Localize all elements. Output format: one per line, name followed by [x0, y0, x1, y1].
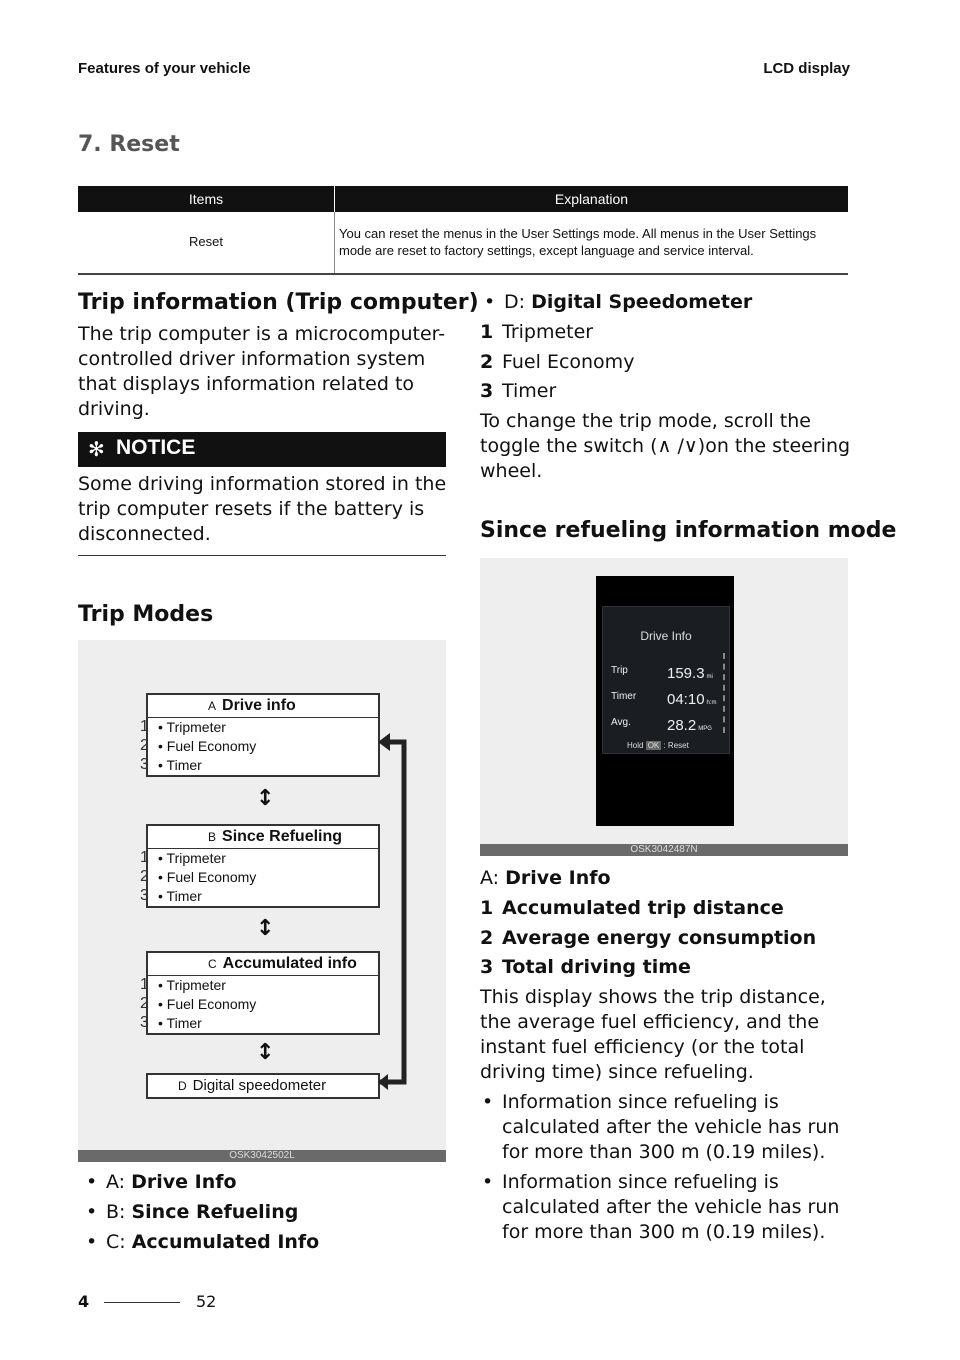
fig-num: 2 [140, 737, 149, 754]
footer-rule [104, 1302, 180, 1303]
mode-letter: A [208, 699, 217, 713]
fig-num: 3 [140, 756, 149, 773]
since-refueling-title: Since refueling information mode [480, 518, 897, 543]
item-number: 2 [480, 351, 494, 373]
updown-arrow-icon: ↕ [256, 916, 275, 941]
bullet-key: D: [504, 291, 526, 313]
mode-box-b: B Since Refueling • Tripmeter • Fuel Economy • Timer [146, 824, 380, 908]
loop-arrow-icon [378, 730, 414, 1090]
lcd-value: 28.2 [667, 717, 697, 734]
item-text: Tripmeter [502, 321, 594, 343]
label-key: A: [480, 867, 500, 889]
mode-bullet-b: • B: Since Refueling [86, 1201, 299, 1223]
drive-info-label [480, 866, 611, 891]
lcd-title: Drive Info [640, 629, 692, 643]
numbered-item [480, 926, 816, 951]
fig-num: 2 [140, 995, 149, 1012]
section-title: 7. Reset [78, 132, 180, 157]
lcd-hold-reset [627, 741, 689, 750]
fig-num: 2 [140, 868, 149, 885]
item-text: Average energy consumption [502, 927, 817, 949]
lcd-figure [480, 558, 848, 856]
mode-item: Fuel Economy [166, 996, 257, 1012]
lcd-unit: mi [706, 674, 713, 680]
lcd-row-avg [611, 717, 712, 734]
updown-arrow-icon: ↕ [256, 786, 275, 811]
lcd-label: Timer [611, 691, 637, 702]
col-items: Items [78, 186, 335, 212]
row-item: Reset [78, 212, 335, 274]
col-explanation: Explanation [335, 186, 849, 212]
fig-num: 3 [140, 887, 149, 904]
lcd-label: Trip [611, 665, 628, 676]
mode-name: Digital speedometer [192, 1077, 327, 1094]
refuel-bullet: • Information since refueling is calculated after the vehicle has run for more than 300 m (0.19 miles). [480, 1170, 852, 1245]
lcd-hold-post: : Reset [663, 741, 689, 750]
bullet-value: Since Refueling [131, 1201, 299, 1223]
mode-item: Tripmeter [166, 977, 226, 993]
numbered-item [480, 955, 691, 980]
item-number: 3 [480, 956, 494, 978]
trip-info-body: The trip computer is a microcomputer-controlled driver information system that displays information related to driving. [78, 323, 446, 420]
item-number: 1 [480, 897, 494, 919]
lcd-row-timer [611, 691, 717, 708]
lcd-value: 04:10 [667, 691, 705, 708]
row-explanation: You can reset the menus in the User Settings mode. All menus in the User Settings mode are reset to factory settings, except language and service interval. [335, 212, 849, 274]
lcd-panel [602, 606, 730, 754]
fig-num: 3 [140, 1014, 149, 1031]
mode-box-a: A Drive info • Tripmeter • Fuel Economy • Timer [146, 693, 380, 777]
fig-num: 1 [140, 718, 149, 735]
mode-name: Accumulated info [222, 955, 357, 972]
footer-chapter: 4 [78, 1292, 90, 1311]
bullet-key: B: [106, 1201, 126, 1223]
change-mode-text: To change the trip mode, scroll the toggle the switch (∧ /∨)on the steering wheel. [480, 410, 851, 482]
lcd-gauge-icon [723, 653, 727, 733]
lcd-row-trip [611, 665, 713, 682]
notice-divider [78, 555, 446, 556]
reset-table [78, 186, 848, 275]
bullet-value: Accumulated Info [131, 1231, 320, 1253]
bullet-text: Information since refueling is calculated after the vehicle has run for more than 300 m (0.19 miles). [502, 1171, 840, 1243]
footer-page: 52 [196, 1292, 217, 1311]
since-refueling-body: This display shows the trip distance, the average fuel efficiency, and the instant fuel efficiency (or the total driving time) since refueling. [480, 986, 826, 1083]
mode-item: Timer [166, 757, 202, 773]
figure-caption: OSK3042502L [78, 1150, 446, 1162]
notice-banner [78, 432, 446, 467]
mode-item: Timer [166, 1015, 202, 1031]
bullet-key: C: [106, 1231, 126, 1253]
header-left: Features of your vehicle [78, 60, 251, 77]
item-text: Timer [502, 380, 557, 402]
item-text: Fuel Economy [502, 351, 635, 373]
trip-modes-figure [78, 640, 446, 1162]
mode-item: Fuel Economy [166, 738, 257, 754]
notice-star-icon: ✻ [88, 437, 105, 461]
notice-label: NOTICE [116, 436, 196, 459]
mode-letter: C [208, 957, 217, 971]
mode-item: Tripmeter [166, 850, 226, 866]
refuel-bullet: • Information since refueling is calculated after the vehicle has run for more than 300 m (0.19 miles). [480, 1090, 852, 1165]
mode-box-c: C Accumulated info • Tripmeter • Fuel Economy • Timer [146, 951, 380, 1035]
numbered-item [480, 379, 556, 404]
bullet-value: Drive Info [131, 1171, 237, 1193]
item-number: 3 [480, 380, 494, 402]
mode-letter: D [178, 1079, 187, 1093]
item-number: 2 [480, 927, 494, 949]
fig-num: 1 [140, 849, 149, 866]
numbered-item [480, 896, 784, 921]
numbered-item [480, 320, 593, 345]
item-text: Total driving time [502, 956, 691, 978]
figure-caption: OSK3042487N [480, 844, 848, 856]
bullet-key: A: [106, 1171, 126, 1193]
lcd-value: 159.3 [667, 665, 705, 682]
mode-bullet-c: • C: Accumulated Info [86, 1231, 320, 1253]
notice-text: Some driving information stored in the trip computer resets if the battery is disconnected. [78, 473, 447, 545]
item-text: Accumulated trip distance [502, 897, 784, 919]
bullet-text: Information since refueling is calculated after the vehicle has run for more than 300 m (0.19 miles). [502, 1091, 840, 1163]
header-right: LCD display [763, 60, 850, 77]
mode-item: Timer [166, 888, 202, 904]
mode-item: Tripmeter [166, 719, 226, 735]
lcd-ok-badge: OK [647, 741, 660, 750]
trip-info-title: Trip information (Trip computer) [78, 290, 479, 315]
fig-num: 1 [140, 976, 149, 993]
trip-modes-title: Trip Modes [78, 602, 214, 627]
mode-item: Fuel Economy [166, 869, 257, 885]
item-number: 1 [480, 321, 494, 343]
updown-arrow-icon: ↕ [256, 1040, 275, 1065]
mode-box-d [146, 1073, 380, 1099]
mode-bullet-d: • D: Digital Speedometer [484, 291, 753, 313]
lcd-screen [596, 576, 734, 826]
lcd-unit: MPG [698, 726, 712, 732]
lcd-label: Avg. [611, 717, 631, 728]
mode-name: Drive info [222, 697, 296, 714]
numbered-item [480, 350, 634, 375]
lcd-unit: h:m [706, 700, 717, 706]
bullet-value: Digital Speedometer [531, 291, 753, 313]
mode-letter: B [208, 830, 217, 844]
mode-name: Since Refueling [222, 828, 343, 845]
label-value: Drive Info [505, 867, 611, 889]
lcd-hold-pre: Hold [627, 741, 644, 750]
mode-bullet-a: • A: Drive Info [86, 1171, 237, 1193]
